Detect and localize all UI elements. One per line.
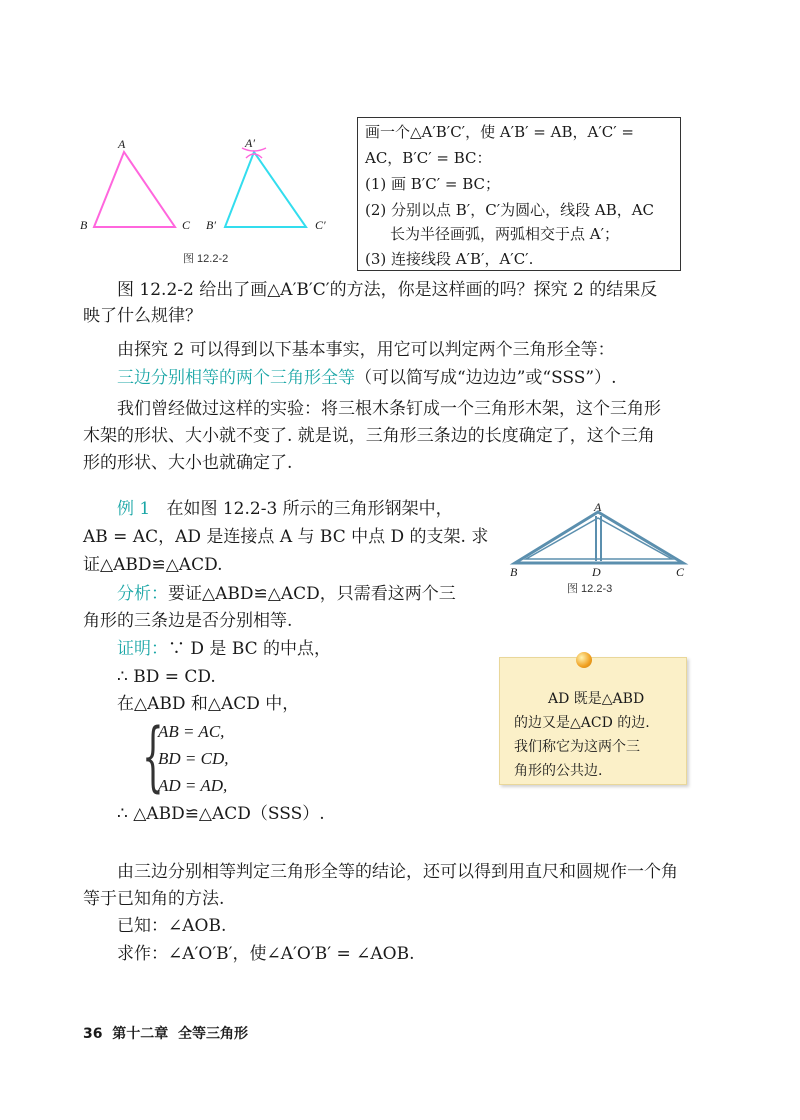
label-A-prime: A′ (245, 136, 255, 150)
box-line-1: 画一个△A′B′C′，使 A′B′ = AB，A′C′ = (365, 123, 634, 141)
example-line3: 证△ABD≌△ACD. (83, 555, 223, 575)
fig2-label-B: B (510, 565, 518, 579)
chapter-title: 全等三角形 (177, 1026, 248, 1042)
proof-line3: 在△ABD 和△ACD 中， (117, 694, 300, 714)
box-line-2: AC，B′C′ = BC： (365, 149, 492, 167)
box-step-2a: (2) 分别以点 B′，C′为圆心，线段 AB，AC (365, 201, 655, 219)
arc-mark-2 (246, 154, 262, 158)
example-label: 例 1 (117, 499, 151, 519)
para1-line2: 映了什么规律？ (83, 306, 202, 326)
footer (83, 1023, 248, 1043)
box-step-2b: 长为半径画弧，两弧相交于点 A′； (390, 225, 620, 243)
note-line1: AD 既是△ABD (548, 691, 645, 707)
para4-line1: 由三边分别相等判定三角形全等的结论，还可以得到用直尺和圆规作一个角 (117, 862, 678, 882)
figure-caption-12-2-3: 图 12.2-3 (567, 583, 613, 595)
label-C: C (182, 218, 191, 232)
para4-line2: 等于已知角的方法. (83, 889, 225, 909)
box-step-1: (1) 画 B′C′ = BC； (365, 175, 500, 193)
label-A: A (118, 137, 126, 151)
note-line4: 角形的公共边. (514, 763, 603, 779)
example-text-1: 在如图 12.2-3 所示的三角形钢架中， (166, 499, 453, 519)
pin-icon (576, 652, 592, 668)
triangle-a-prime-b-prime-c-prime (225, 152, 306, 227)
para3-line2: 木架的形状、大小就不变了. 就是说，三角形三条边的长度确定了，这个三角 (83, 426, 655, 446)
construct: 求作：∠A′O′B′，使∠A′O′B′ = ∠AOB. (117, 944, 415, 964)
proof-eq3: AD = AD, (158, 776, 228, 795)
known: 已知：∠AOB. (117, 916, 227, 936)
note-line3: 我们称它为这两个三 (514, 739, 640, 755)
page-number: 36 (83, 1026, 103, 1042)
proof-text-1: ∵ D 是 BC 的中点， (168, 639, 332, 659)
label-B: B (80, 218, 88, 232)
fig2-label-D: D (592, 565, 601, 579)
example-line1 (117, 497, 453, 522)
fig2-label-C: C (676, 565, 685, 579)
analysis-line1 (117, 582, 456, 607)
analysis-text-1: 要证△ABD≌△ACD，只需看这两个三 (168, 584, 456, 604)
figure-caption-12-2-2: 图 12.2-2 (183, 253, 229, 265)
para3-line1: 我们曾经做过这样的实验：将三根木条钉成一个三角形木架，这个三角形 (117, 399, 661, 419)
fig2-label-A: A (594, 500, 602, 514)
chapter-label: 第十二章 (112, 1026, 169, 1042)
para2: 由探究 2 可以得到以下基本事实，用它可以判定两个三角形全等： (117, 340, 615, 360)
proof-line2: ∴ BD = CD. (117, 667, 216, 687)
analysis-label: 分析： (117, 584, 168, 604)
label-B-prime: B′ (206, 218, 216, 232)
sss-fact (117, 366, 617, 391)
sss-rest: （可以简写成“边边边”或“SSS”）. (355, 368, 617, 388)
proof-line1 (117, 637, 331, 662)
box-step-3: (3) 连接线段 A′B′，A′C′. (365, 250, 534, 268)
para3-line3: 形的形状、大小也就确定了. (83, 453, 293, 473)
figure-12-2-2 (70, 130, 350, 270)
proof-eq2: BD = CD, (158, 749, 229, 768)
analysis-line2: 角形的三条边是否分别相等. (83, 611, 293, 631)
proof-label: 证明： (117, 639, 168, 659)
truss-inner (526, 518, 672, 559)
para1-line1: 图 12.2-2 给出了画△A′B′C′的方法，你是这样画的吗？探究 2 的结果反 (117, 280, 658, 300)
label-C-prime: C′ (315, 218, 326, 232)
proof-eq1: AB = AC, (158, 722, 225, 741)
example-line2: AB = AC，AD 是连接点 A 与 BC 中点 D 的支架. 求 (83, 527, 489, 547)
sss-highlight: 三边分别相等的两个三角形全等 (117, 368, 355, 388)
proof-conclusion: ∴ △ABD≌△ACD（SSS）. (117, 804, 325, 824)
triangle-abc (94, 152, 175, 227)
brace: { (142, 711, 164, 800)
truss-outline (515, 512, 683, 563)
note-line2: 的边又是△ACD 的边. (514, 715, 650, 731)
